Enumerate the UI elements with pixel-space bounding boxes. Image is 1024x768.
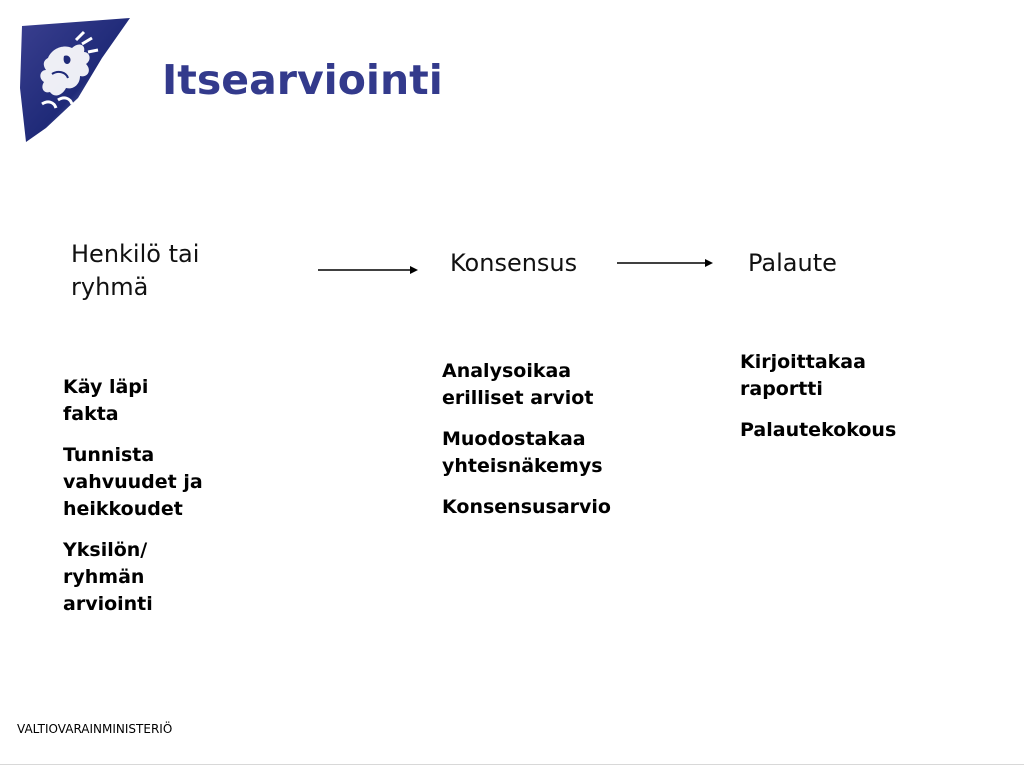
footer-ministry-name: VALTIOVARAINMINISTERIÖ <box>17 722 173 736</box>
list-item: Yksilön/ ryhmän arviointi <box>63 539 153 615</box>
steps-list-person <box>63 374 203 632</box>
lion-coat-of-arms-icon <box>18 18 133 143</box>
steps-list-consensus <box>442 358 642 535</box>
list-item: Analysoikaa erilliset arviot <box>442 360 594 409</box>
list-item: Käy läpi fakta <box>63 376 149 425</box>
list-item: Kirjoittakaa raportti <box>740 351 866 400</box>
list-item: Palautekokous <box>740 419 897 441</box>
list-item: Muodostakaa yhteisnäkemys <box>442 428 603 477</box>
steps-list-feedback <box>740 349 940 458</box>
right-arrow-icon <box>617 255 713 271</box>
right-arrow-icon <box>318 262 418 278</box>
list-item: Tunnista vahvuudet ja heikkoudet <box>63 444 203 520</box>
stage-label-person-or-group: Henkilö tai ryhmä <box>71 240 200 301</box>
list-item: Konsensusarvio <box>442 496 611 518</box>
footer-divider <box>0 764 1024 765</box>
stage-label-consensus: Konsensus <box>450 249 578 277</box>
stage-label-feedback: Palaute <box>748 249 837 277</box>
slide-title: Itsearviointi <box>162 56 443 104</box>
